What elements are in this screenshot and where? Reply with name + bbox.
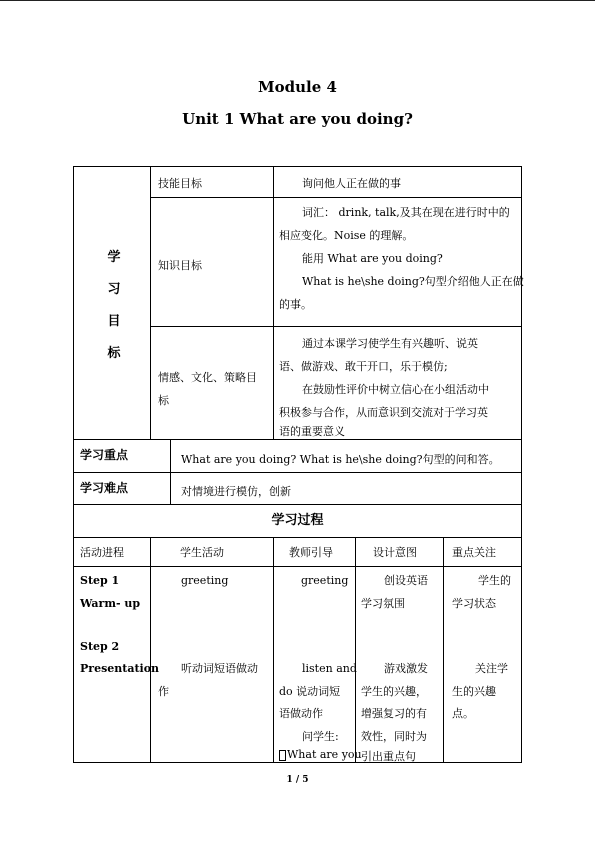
goal-char-2: 习	[107, 282, 121, 297]
step2-intent-line: 学生的兴趣，	[361, 685, 427, 698]
knowledge-label: 知识目标	[158, 259, 202, 272]
skill-label: 技能目标	[158, 177, 202, 190]
key-point-value: What are you doing? What is he\she doing?句型的问和答。	[181, 453, 500, 466]
emotion-line: 语、做游戏、敢干开口，乐于模仿;	[279, 360, 448, 373]
step1-name: Step 1	[80, 574, 120, 587]
header-teacher: 教师引导	[289, 546, 333, 559]
step2-intent-line: 引出重点句	[361, 750, 416, 763]
step1-focus-line: 学生的	[478, 574, 511, 587]
step2-student-line: 听动词短语做动	[181, 662, 258, 675]
knowledge-line: What is he\she doing?句型介绍他人正在做	[302, 275, 524, 288]
knowledge-line: 的事。	[279, 298, 312, 311]
emotion-line: 在鼓励性评价中树立信心在小组活动中	[302, 383, 489, 396]
step1-teacher: greeting	[301, 574, 349, 587]
step2-teacher-line: do 说动词短	[279, 685, 341, 698]
goal-char-1: 学	[107, 250, 121, 265]
goal-char-4: 标	[107, 346, 121, 361]
difficulty-label: 学习难点	[80, 481, 129, 495]
header-focus: 重点关注	[452, 546, 496, 559]
step2-focus-line: 生的兴趣	[452, 685, 496, 698]
step2-name: Step 2	[80, 640, 120, 653]
step2-subname: Presentation	[80, 662, 160, 675]
step2-focus-line: 点。	[452, 707, 474, 720]
page-top-border	[0, 0, 595, 1]
step2-intent-line: 游戏激发	[384, 662, 428, 675]
emotion-line: 通过本课学习使学生有兴趣听、说英	[302, 337, 478, 350]
goal-char-3: 目	[107, 314, 121, 329]
module-title: Module 4	[258, 78, 337, 96]
process-title: 学习过程	[271, 513, 324, 528]
page-number: 1 / 5	[286, 775, 309, 785]
knowledge-line: 词汇： drink, talk,及其在现在进行时中的	[302, 206, 510, 219]
knowledge-line: 相应变化。Noise 的理解。	[279, 229, 414, 242]
knowledge-line: 能用 What are you doing?	[302, 252, 443, 265]
header-student: 学生活动	[180, 546, 224, 559]
header-intent: 设计意图	[373, 546, 417, 559]
header-activity: 活动进程	[80, 546, 124, 559]
step2-teacher-line: listen and	[302, 662, 357, 675]
step2-intent-line: 效性，同时为	[361, 730, 427, 743]
step1-focus-line: 学习状态	[452, 597, 496, 610]
emotion-line: 积极参与合作，从而意识到交流对于学习英	[279, 406, 488, 419]
step2-focus-line: 关注学	[475, 662, 508, 675]
step2-teacher-line: What are you	[279, 747, 362, 762]
emotion-line: 语的重要意义	[279, 425, 345, 438]
difficulty-value: 对情境进行模仿，创新	[181, 485, 291, 498]
skill-value: 询问他人正在做的事	[302, 177, 401, 190]
step1-subname: Warm- up	[80, 597, 141, 610]
step2-intent-line: 增强复习的有	[361, 707, 427, 720]
missing-glyph-icon	[279, 750, 286, 761]
step2-teacher-line: 问学生:	[302, 730, 339, 743]
key-point-label: 学习重点	[80, 448, 129, 462]
unit-title: Unit 1 What are you doing?	[182, 110, 413, 128]
step2-teacher-line: 语做动作	[279, 707, 323, 720]
step1-student: greeting	[181, 574, 229, 587]
step1-intent-line: 学习氛围	[361, 597, 405, 610]
step1-intent-line: 创设英语	[384, 574, 428, 587]
step2-student-line: 作	[158, 685, 169, 698]
